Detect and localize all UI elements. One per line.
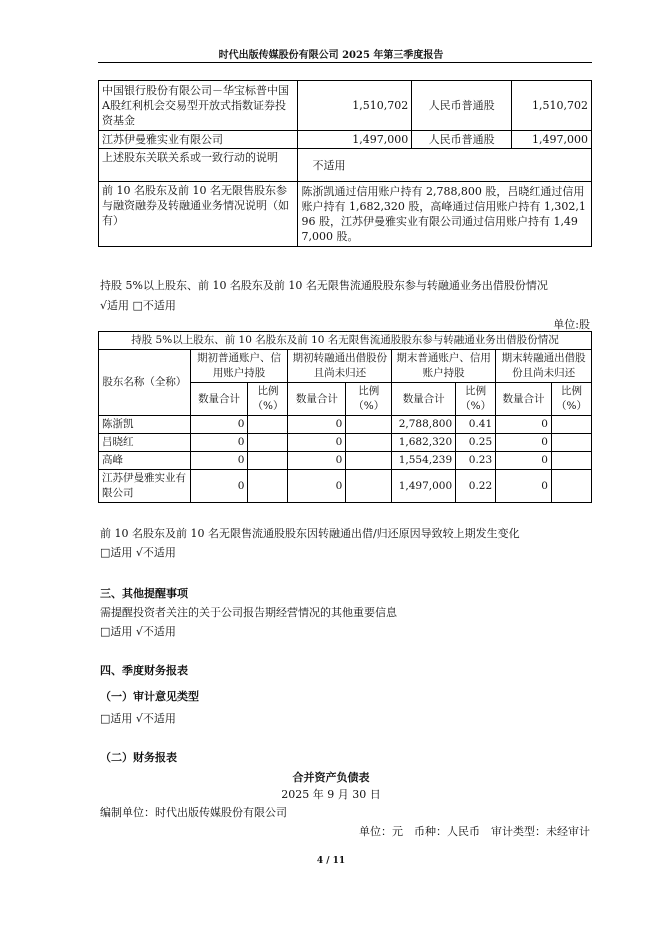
lending-table	[98, 331, 592, 503]
share-type: 人民币普通股	[412, 131, 512, 149]
cell-value: 0	[288, 416, 346, 434]
shareholder-name: 江苏伊曼雅实业有限公司	[99, 470, 191, 503]
table-row	[99, 416, 592, 434]
share-type: 人民币普通股	[412, 81, 512, 131]
cell-value: 0	[288, 470, 346, 503]
margin-value: 陈浙凯通过信用账户持有 2,788,800 股，吕晓红通过信用账户持有 1,682,320 股，高峰通过信用账户持有 1,302,196 股，江苏伊曼雅实业有限公司通过信用账户持有 1,497,000 股。	[298, 182, 592, 247]
cell-value: 1,497,000	[392, 470, 456, 503]
column-header-qty: 数量合计	[190, 383, 248, 416]
cell-value: 0	[496, 434, 552, 452]
share-quantity: 1,510,702	[512, 81, 592, 131]
column-header-qty: 数量合计	[392, 383, 456, 416]
other-matters-text: 需提醒投资者关注的关于公司报告期经营情况的其他重要信息	[100, 606, 397, 619]
audit-opinion-option: □适用 √不适用	[100, 712, 176, 725]
lending-section-option: √适用 □不适用	[100, 299, 176, 312]
cell-value	[551, 416, 591, 434]
cell-value	[248, 452, 288, 470]
cell-value	[248, 470, 288, 503]
cell-value: 0	[190, 416, 248, 434]
unit-label: 单位:股	[553, 318, 590, 331]
shareholder-name: 中国银行股份有限公司－华宝标普中国A股红利机会交易型开放式指数证券投资基金	[99, 81, 298, 131]
cell-value	[346, 434, 392, 452]
lending-section-title: 持股 5%以上股东、前 10 名股东及前 10 名无限售流通股股东参与转融通业务出借股份情况	[100, 279, 548, 292]
cell-value: 2,788,800	[392, 416, 456, 434]
cell-value: 0.25	[456, 434, 496, 452]
cell-value	[346, 416, 392, 434]
cell-value: 0.41	[456, 416, 496, 434]
cell-value: 0.22	[456, 470, 496, 503]
margin-label: 前 10 名股东及前 10 名无限售股东参与融资融券及转融通业务情况说明（如有）	[99, 182, 298, 247]
cell-value: 0	[496, 470, 552, 503]
column-header-group: 期末转融通出借股份且尚未归还	[496, 350, 592, 383]
relation-value: 不适用	[298, 149, 592, 182]
shares-held: 1,510,702	[298, 81, 412, 131]
cell-value	[346, 470, 392, 503]
cell-value: 0	[496, 416, 552, 434]
column-header-qty: 数量合计	[288, 383, 346, 416]
page-number: 4 / 11	[316, 856, 346, 866]
statement-meta: 单位：元 币种：人民币 审计类型：未经审计	[359, 825, 590, 838]
shareholder-name: 高峰	[99, 452, 191, 470]
cell-value	[346, 452, 392, 470]
column-header-ratio: 比例（%）	[248, 383, 288, 416]
cell-value: 0	[190, 434, 248, 452]
cell-value: 0	[190, 452, 248, 470]
statement-date: 2025 年 9 月 30 日	[281, 788, 381, 801]
cell-value: 0	[288, 452, 346, 470]
table-row	[99, 470, 592, 503]
preparer-label: 编制单位：时代出版传媒股份有限公司	[100, 806, 287, 819]
table-row	[99, 81, 592, 131]
column-header-ratio: 比例（%）	[346, 383, 392, 416]
top-shareholder-table	[98, 80, 592, 247]
cell-value	[551, 470, 591, 503]
cell-value: 0	[496, 452, 552, 470]
shares-held: 1,497,000	[298, 131, 412, 149]
cell-value: 0	[288, 434, 346, 452]
column-header-ratio: 比例（%）	[456, 383, 496, 416]
cell-value: 0.23	[456, 452, 496, 470]
other-matters-option: □适用 √不适用	[100, 625, 176, 638]
shareholder-name: 陈浙凯	[99, 416, 191, 434]
table-row	[99, 182, 592, 247]
cell-value	[248, 416, 288, 434]
cell-value: 0	[190, 470, 248, 503]
section-heading-financials: 四、季度财务报表	[100, 664, 188, 677]
shareholder-name: 吕晓红	[99, 434, 191, 452]
table-row	[99, 149, 592, 182]
lending-table-caption: 持股 5%以上股东、前 10 名股东及前 10 名无限售流通股股东参与转融通业务出借股份情况	[99, 332, 592, 350]
table-row	[99, 434, 592, 452]
page-header: 时代出版传媒股份有限公司 2025 年第三季度报告	[218, 50, 444, 61]
table-row	[99, 452, 592, 470]
lending-change-text: 前 10 名股东及前 10 名无限售流通股股东因转融通出借/归还原因导致较上期发生变化	[100, 527, 520, 540]
financial-statements-heading: （二）财务报表	[100, 751, 177, 764]
lending-change-option: □适用 √不适用	[100, 546, 176, 559]
header-divider	[98, 62, 592, 63]
table-row	[99, 131, 592, 149]
cell-value: 1,554,239	[392, 452, 456, 470]
statement-title: 合并资产负债表	[292, 771, 370, 784]
audit-opinion-heading: （一）审计意见类型	[100, 690, 199, 703]
relation-label: 上述股东关联关系或一致行动的说明	[99, 149, 298, 182]
cell-value	[248, 434, 288, 452]
column-header-group: 期初转融通出借股份且尚未归还	[288, 350, 392, 383]
cell-value	[551, 452, 591, 470]
column-header-group: 期初普通账户、信用账户持股	[190, 350, 288, 383]
section-heading-other: 三、其他提醒事项	[100, 587, 188, 600]
column-header-ratio: 比例（%）	[551, 383, 591, 416]
column-header-name: 股东名称（全称）	[99, 350, 191, 416]
share-quantity: 1,497,000	[512, 131, 592, 149]
cell-value	[551, 434, 591, 452]
shareholder-name: 江苏伊曼雅实业有限公司	[99, 131, 298, 149]
cell-value: 1,682,320	[392, 434, 456, 452]
column-header-group: 期末普通账户、信用账户持股	[392, 350, 496, 383]
column-header-qty: 数量合计	[496, 383, 552, 416]
